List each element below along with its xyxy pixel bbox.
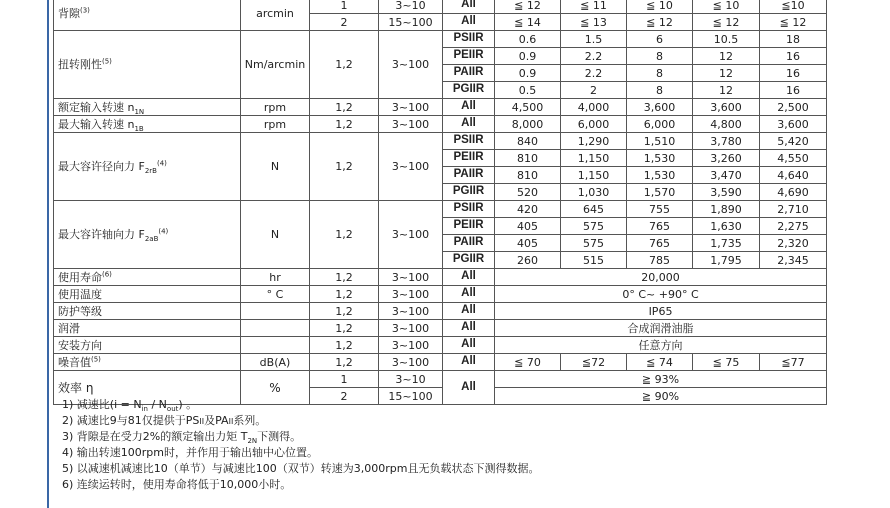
stage-cell: 1,2 [310,99,379,116]
value-cell: 3,600 [627,99,693,116]
value-cell: 18 [760,31,827,48]
value-cell: 8 [627,65,693,82]
value-cell: 2.2 [561,65,627,82]
value-cell: 2,710 [760,201,827,218]
value-cell: 1,290 [561,133,627,150]
unit-cell: N [241,201,310,269]
value-cell: 765 [627,235,693,252]
value-cell: 10.5 [693,31,760,48]
ratio-cell: 3~100 [379,320,443,337]
footnote-6: 6) 连续运转时，使用寿命将低于10,000小时。 [62,477,292,491]
ratio-cell: 3~100 [379,31,443,99]
stage-cell: 1,2 [310,337,379,354]
series-cell: All [443,354,495,371]
stage-cell: 1,2 [310,354,379,371]
row-label-rated-input-speed: 额定输入转速 $n_{1N}$ [54,99,241,116]
value-cell: 2 [561,82,627,99]
series-cell: All [443,371,495,405]
stage-cell: 1 [310,0,379,14]
value-cell: 16 [760,48,827,65]
value-cell: 0.6 [495,31,561,48]
stage-cell: 1,2 [310,269,379,286]
stage-cell: 1 [310,371,379,388]
value-cell: 520 [495,184,561,201]
table-row [54,0,827,14]
unit-cell: rpm [241,116,310,133]
unit-cell: hr [241,269,310,286]
table-row [54,320,827,337]
unit-cell [241,320,310,337]
footnote-3: 3) 背隙是在受力2%的额定输出力矩 $T_{2N}$下测得。 [62,430,302,446]
row-label-service-life: 使用寿命$^{(6)}$ [54,269,241,286]
spec-table [53,0,827,405]
table-row [54,201,827,218]
merged-value-cell: ≧ 90% [495,388,827,405]
value-cell: 0.9 [495,48,561,65]
ratio-cell: 3~100 [379,303,443,320]
unit-cell: Nm/arcmin [241,31,310,99]
value-cell: ≦ 12 [693,14,760,31]
value-cell: 6 [627,31,693,48]
series-cell: PGIIR [443,252,495,269]
value-cell: ≦ 11 [561,0,627,14]
series-cell: All [443,320,495,337]
unit-cell: N [241,133,310,201]
value-cell: 4,800 [693,116,760,133]
value-cell: 575 [561,218,627,235]
value-cell: 765 [627,218,693,235]
value-cell: 3,600 [693,99,760,116]
value-cell: 1,735 [693,235,760,252]
value-cell: 1,030 [561,184,627,201]
ratio-cell: 3~100 [379,337,443,354]
series-cell: All [443,286,495,303]
row-label-noise: 噪音值$^{(5)}$ [54,354,241,371]
merged-value-cell: ≧ 93% [495,371,827,388]
stage-cell: 1,2 [310,133,379,201]
row-label-operating-temp: 使用温度 [54,286,241,303]
value-cell: 3,260 [693,150,760,167]
value-cell: 4,640 [760,167,827,184]
value-cell: 8 [627,82,693,99]
series-cell: All [443,337,495,354]
unit-cell: dB(A) [241,354,310,371]
series-cell: PEIIR [443,218,495,235]
value-cell: 3,470 [693,167,760,184]
value-cell: 3,590 [693,184,760,201]
value-cell: ≦10 [760,0,827,14]
value-cell: 645 [561,201,627,218]
unit-cell [241,303,310,320]
value-cell: ≦ 70 [495,354,561,371]
stage-cell: 1,2 [310,31,379,99]
value-cell: 405 [495,235,561,252]
value-cell: 2,320 [760,235,827,252]
stage-cell: 1,2 [310,201,379,269]
row-label-mounting: 安装方向 [54,337,241,354]
footnote-4: 4) 输出转速100rpm时，并作用于输出轴中心位置。 [62,446,319,460]
value-cell: 420 [495,201,561,218]
row-label-torsional-rigidity: 扭转刚性$^{(5)}$ [54,31,241,99]
value-cell: 515 [561,252,627,269]
footnote-2: 2) 减速比9与81仅提供于PSII及PAII系列。 [62,413,267,427]
table-row [54,31,827,48]
ratio-cell: 15~100 [379,388,443,405]
ratio-cell: 3~100 [379,286,443,303]
value-cell: 1,510 [627,133,693,150]
row-label-max-input-speed: 最大输入转速 $n_{1B}$ [54,116,241,133]
unit-cell [241,337,310,354]
value-cell: 5,420 [760,133,827,150]
table-row [54,286,827,303]
value-cell: 755 [627,201,693,218]
ratio-cell: 3~100 [379,116,443,133]
unit-cell: % [241,371,310,405]
value-cell: 12 [693,65,760,82]
series-cell: PAIIR [443,65,495,82]
value-cell: 6,000 [627,116,693,133]
series-cell: All [443,269,495,286]
value-cell: 4,690 [760,184,827,201]
series-cell: All [443,14,495,31]
table-row [54,116,827,133]
value-cell: ≦ 10 [627,0,693,14]
value-cell: 2,345 [760,252,827,269]
merged-value-cell: 0° C~ +90° C [495,286,827,303]
value-cell: ≦ 12 [760,14,827,31]
table-row [54,99,827,116]
value-cell: 1,570 [627,184,693,201]
table-row [54,371,827,388]
value-cell: ≦ 75 [693,354,760,371]
value-cell: ≦ 14 [495,14,561,31]
value-cell: ≦ 12 [495,0,561,14]
value-cell: 260 [495,252,561,269]
value-cell: 1,530 [627,150,693,167]
value-cell: 1,890 [693,201,760,218]
row-label-max-radial-force: 最大容许径向力 $F_{2rB}^{(4)}$ [54,133,241,201]
ratio-cell: 3~10 [379,371,443,388]
value-cell: ≦ 74 [627,354,693,371]
value-cell: 0.5 [495,82,561,99]
series-cell: All [443,0,495,14]
value-cell: 4,000 [561,99,627,116]
value-cell: 8 [627,48,693,65]
table-row [54,337,827,354]
footnote-1: 1) 减速比$(i = N_{in} / N_{out})$ 。 [62,398,198,414]
stage-cell: 2 [310,14,379,31]
series-cell: PEIIR [443,150,495,167]
series-cell: PSIIR [443,201,495,218]
value-cell: 2,275 [760,218,827,235]
value-cell: 1,630 [693,218,760,235]
value-cell: 810 [495,150,561,167]
value-cell: ≦72 [561,354,627,371]
merged-value-cell: 合成润滑油脂 [495,320,827,337]
value-cell: 1,795 [693,252,760,269]
row-label-protection: 防护等级 [54,303,241,320]
series-cell: All [443,116,495,133]
value-cell: 0.9 [495,65,561,82]
value-cell: ≦ 13 [561,14,627,31]
row-label-backlash: 背隙$^{(3)}$ [54,0,241,31]
series-cell: All [443,99,495,116]
value-cell: 575 [561,235,627,252]
row-label-lubrication: 润滑 [54,320,241,337]
stage-cell: 1,2 [310,320,379,337]
value-cell: 785 [627,252,693,269]
stage-cell: 1,2 [310,116,379,133]
merged-value-cell: IP65 [495,303,827,320]
left-accent-rule [47,0,49,508]
value-cell: 1.5 [561,31,627,48]
series-cell: PGIIR [443,82,495,99]
ratio-cell: 3~100 [379,201,443,269]
ratio-cell: 3~100 [379,99,443,116]
footnotes [62,397,540,492]
value-cell: 6,000 [561,116,627,133]
footnote-5: 5) 以减速机减速比10（单节）与减速比100（双节）转速为3,000rpm且无负载状态下测得数据。 [62,461,540,475]
series-cell: PEIIR [443,48,495,65]
ratio-cell: 3~10 [379,0,443,14]
value-cell: ≦77 [760,354,827,371]
value-cell: ≦ 12 [627,14,693,31]
unit-cell: arcmin [241,0,310,31]
value-cell: 4,550 [760,150,827,167]
value-cell: ≦ 10 [693,0,760,14]
ratio-cell: 3~100 [379,354,443,371]
value-cell: 12 [693,48,760,65]
series-cell: PSIIR [443,31,495,48]
merged-value-cell: 任意方向 [495,337,827,354]
value-cell: 12 [693,82,760,99]
unit-cell: rpm [241,99,310,116]
value-cell: 8,000 [495,116,561,133]
value-cell: 810 [495,167,561,184]
value-cell: 1,530 [627,167,693,184]
value-cell: 3,780 [693,133,760,150]
row-label-efficiency: 效率 η [54,371,241,405]
row-label-max-axial-force: 最大容许轴向力 $F_{2aB}^{(4)}$ [54,201,241,269]
stage-cell: 2 [310,388,379,405]
series-cell: PSIIR [443,133,495,150]
stage-cell: 1,2 [310,286,379,303]
stage-cell: 1,2 [310,303,379,320]
table-row [54,269,827,286]
series-cell: PGIIR [443,184,495,201]
value-cell: 2,500 [760,99,827,116]
value-cell: 16 [760,65,827,82]
series-cell: All [443,303,495,320]
series-cell: PAIIR [443,167,495,184]
value-cell: 3,600 [760,116,827,133]
value-cell: 405 [495,218,561,235]
ratio-cell: 3~100 [379,269,443,286]
value-cell: 16 [760,82,827,99]
series-cell: PAIIR [443,235,495,252]
value-cell: 4,500 [495,99,561,116]
table-row [54,303,827,320]
table-row [54,354,827,371]
value-cell: 2.2 [561,48,627,65]
value-cell: 1,150 [561,167,627,184]
value-cell: 840 [495,133,561,150]
unit-cell: ° C [241,286,310,303]
merged-value-cell: 20,000 [495,269,827,286]
ratio-cell: 15~100 [379,14,443,31]
table-row [54,133,827,150]
ratio-cell: 3~100 [379,133,443,201]
value-cell: 1,150 [561,150,627,167]
